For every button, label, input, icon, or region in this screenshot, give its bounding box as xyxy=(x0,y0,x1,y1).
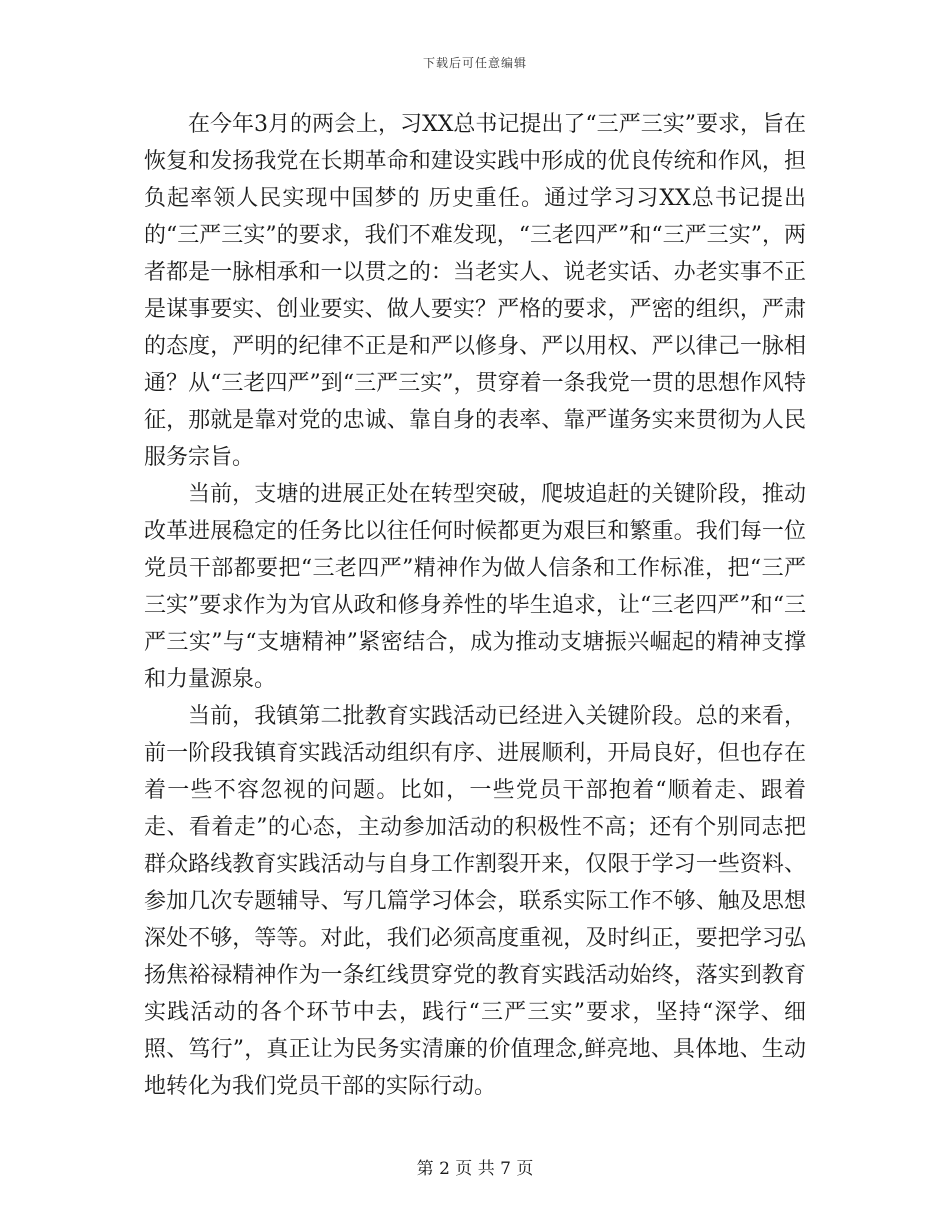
paragraph: 在今年3月的两会上，习XX总书记提出了“三严三实”要求，旨在恢复和发扬我党在长期革命和建设实践中形成的优良传统和作风，担负起率领人民实现中国梦的 历史重任。通过学习习XX总书记提出的“三严三实”的要求，我们不难发现，“三老四严”和“三严三实”，两者都是一脉相承和一以贯之的：当老实人、说老实话、办老实事不正是谋事要实、创业要实、做人要实？严格的要求，严密的组织，严肃的态度，严明的纪律不正是和严以修身、严以用权、严以律己一脉相通？从“三老四严”到“三严三实”，贯穿着一条我党一贯的思想作风特征，那就是靠对党的忠诚、靠自身的表率、靠严谨务实来贯彻为人民服务宗旨。 xyxy=(144,112,806,470)
page-number-footer: 第 2 页 共 7 页 xyxy=(416,1159,534,1179)
paragraph: 当前，我镇第二批教育实践活动已经进入关键阶段。总的来看，前一阶段我镇育实践活动组织有序、进展顺利，开局良好，但也存在着一些不容忽视的问题。比如，一些党员干部抱着“顺着走、跟着走、看着走”的心态，主动参加活动的积极性不高；还有个别同志把群众路线教育实践活动与自身工作割裂开来，仅限于学习一些资料、参加几次专题辅导、写几篇学习体会，联系实际工作不够、触及思想深处不够，等等。对此，我们必须高度重视，及时纠正，要把学习弘扬焦裕禄精神作为一条红线贯穿党的教育实践活动始终，落实到教育实践活动的各个环节中去，践行“三严三实”要求，坚持“深学、细照、笃行”，真正让为民务实清廉的价值理念,鲜亮地、具体地、生动地转化为我们党员干部的实际行动。 xyxy=(144,704,806,1099)
document-body xyxy=(144,106,806,1105)
page-header: 下载后可任意编辑 xyxy=(422,56,527,70)
paragraph: 当前，支塘的进展正处在转型突破，爬坡追赶的关键阶段，推动改革进展稳定的任务比以往任何时候都更为艰巨和繁重。我们每一位党员干部都要把“三老四严”精神作为做人信条和工作标准，把“三严三实”要求作为为官从政和修身养性的毕生追求，让“三老四严”和“三严三实”与“支塘精神”紧密结合，成为推动支塘振兴崛起的精神支撑和力量源泉。 xyxy=(144,482,806,692)
